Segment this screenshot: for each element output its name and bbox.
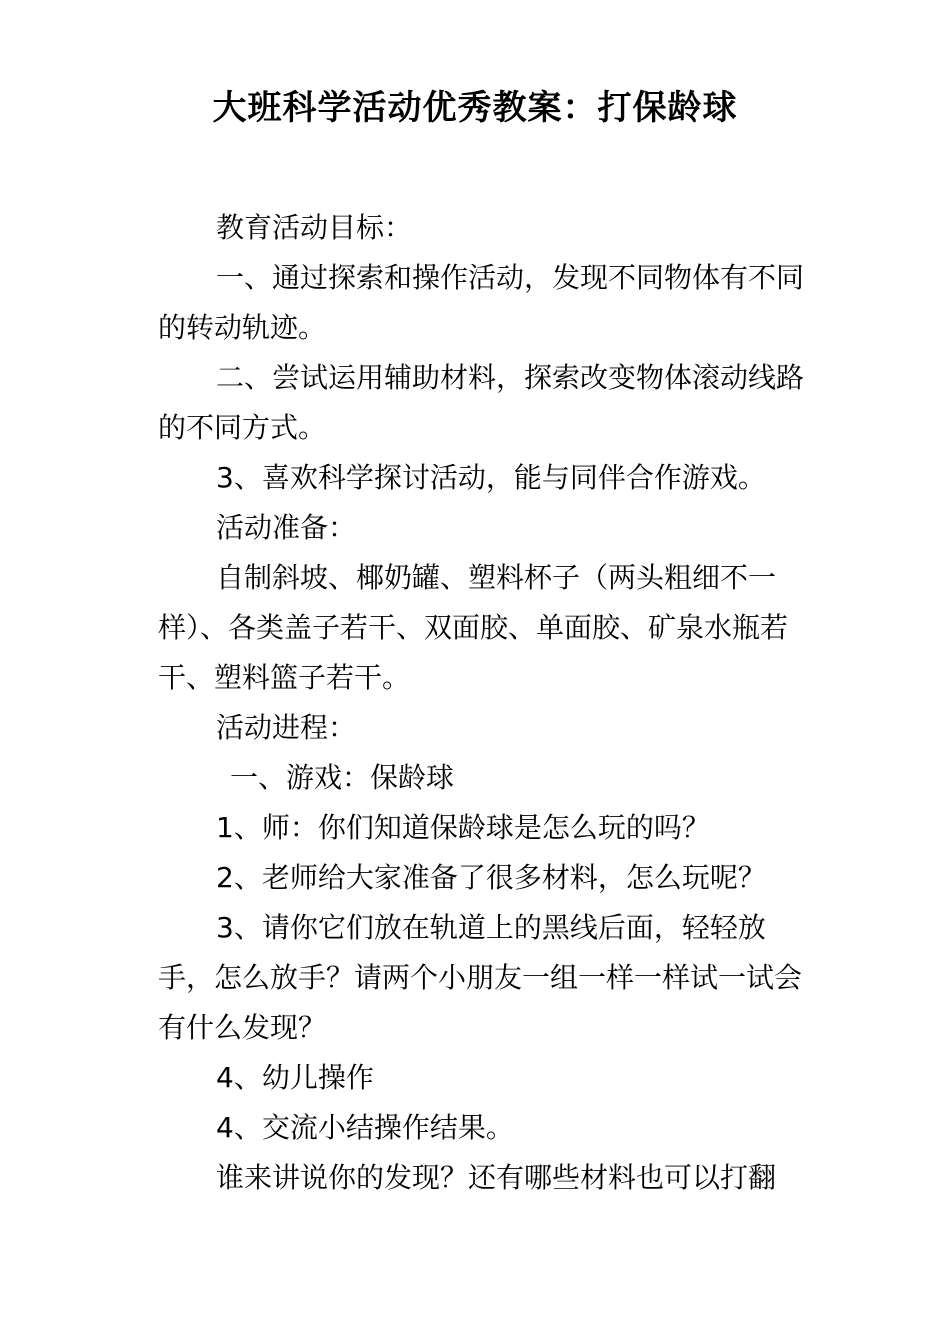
paragraph-step-3: 3、请你它们放在轨道上的黑线后面，轻轻放手，怎么放手？请两个小朋友一组一样一样试一试会有什么发现？: [158, 911, 803, 1044]
paragraph-game-heading: 一、游戏：保龄球: [230, 761, 455, 794]
paragraph-step-2: 2、老师给大家准备了很多材料，怎么玩呢？: [216, 861, 766, 894]
paragraph-step-5: 4、交流小结操作结果。: [216, 1111, 514, 1144]
paragraph-step-1: 1、师：你们知道保龄球是怎么玩的吗？: [216, 811, 710, 844]
paragraph-preparation-materials: 自制斜坡、椰奶罐、塑料杯子（两头粗细不一样）、各类盖子若干、双面胶、单面胶、矿泉水瓶若干、塑料篮子若干。: [158, 561, 789, 694]
paragraph-preparation-heading: 活动准备：: [216, 511, 357, 544]
paragraph-goal-3: 3、喜欢科学探讨活动，能与同伴合作游戏。: [216, 461, 766, 494]
paragraph-goal-1: 一、通过探索和操作活动，发现不同物体有不同的转动轨迹。: [158, 261, 805, 344]
paragraph-discussion: 谁来讲说你的发现？还有哪些材料也可以打翻: [216, 1161, 777, 1194]
paragraph-step-4: 4、幼儿操作: [216, 1061, 374, 1094]
document-title: 大班科学活动优秀教案：打保龄球: [212, 88, 738, 128]
paragraph-goal-2: 二、尝试运用辅助材料，探索改变物体滚动线路的不同方式。: [158, 361, 805, 444]
document-body: [158, 203, 806, 1203]
paragraph-goals-heading: 教育活动目标：: [216, 211, 413, 244]
paragraph-process-heading: 活动进程：: [216, 711, 357, 744]
